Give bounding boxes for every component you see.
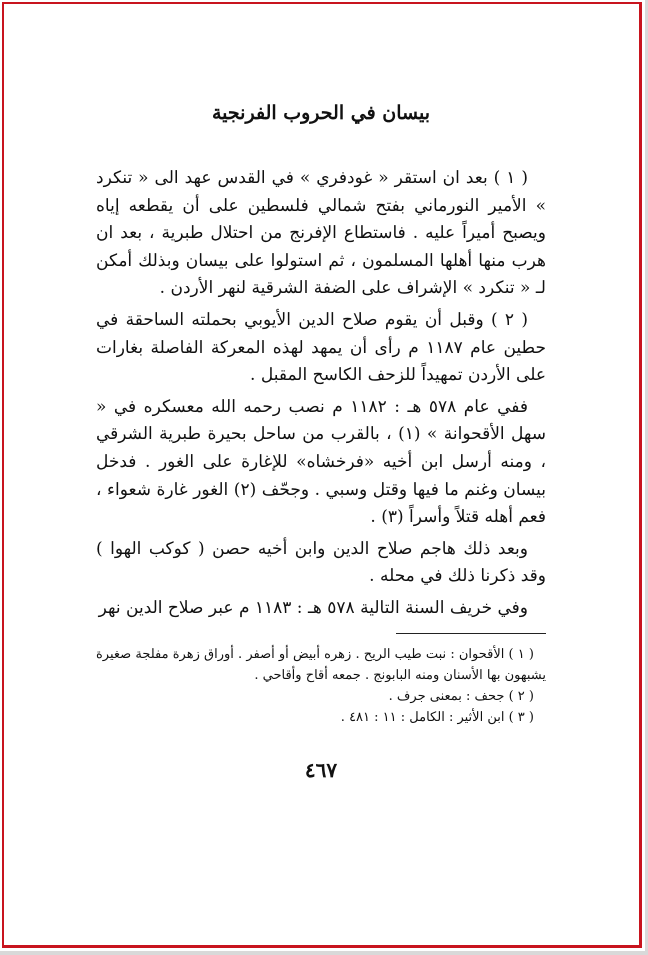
paragraph-4: وبعد ذلك هاجم صلاح الدين وابن أخيه حصن ( كوكب الهوا ) وقد ذكرنا ذلك في محله . [96,538,546,587]
footnote-divider [396,633,546,634]
paragraph-1: ( ١ ) بعد ان استقر « غودفري » في القدس عهد الى « تنكرد » الأمير النورماني بفتح شمالي فلسطين على أن يقطعه إياه ويصبح أميراً عليه . فاستطاع الإفرنج من احتلال طبرية ، بعد ان هرب منها أهلها المسلمون ، ثم استولوا على بيسان وبذلك أمكن لـ « تنكرد » الإشراف على الضفة الشرقية لنهر الأردن . [96,168,546,299]
document-page [96,95,546,782]
footnotes [96,644,546,728]
footnote-1: ( ١ ) الأقحوان : نبت طيب الريح . زهره أبيض أو أصفر . أوراق زهرة مفلجة صغيرة يشبهون بها الأسنان ومنه البابونج . جمعه أقاح وأقاحي . [96,646,546,683]
page-number: ٤٦٧ [304,757,338,782]
footnote-3: ( ٣ ) ابن الأثير : الكامل : ١١ : ٤٨١ . [340,709,534,725]
body-text [96,165,546,623]
page-title: بيسان في الحروب الفرنجية [212,102,430,124]
footnote-2: ( ٢ ) جحف : بمعنى جرف . [388,688,534,704]
paragraph-5: وفي خريف السنة التالية ٥٧٨ هـ : ١١٨٣ م عبر صلاح الدين نهر [98,597,528,618]
paragraph-2: ( ٢ ) وقبل أن يقوم صلاح الدين الأيوبي بحملته الساحقة في حطين عام ١١٨٧ م رأى أن يمهد لهذه المعركة الفاصلة بغارات على الأردن تمهيداً للزحف الكاسح المقبل . [96,309,546,386]
paragraph-3: ففي عام ٥٧٨ هـ : ١١٨٢ م نصب رحمه الله معسكره في « سهل الأقحوانة » (١) ، بالقرب من ساحل بحيرة طبرية الشرقي ، ومنه أرسل ابن أخيه «فرخشاه» للإغارة على الغور . فدخل بيسان وغنم ما فيها وقتل وسبي . وجحّف (٢) الغور غارة شعواء ، فعم أهله قتلاً وأسراً (٣) . [96,396,546,528]
window-edge-bottom [0,951,648,955]
